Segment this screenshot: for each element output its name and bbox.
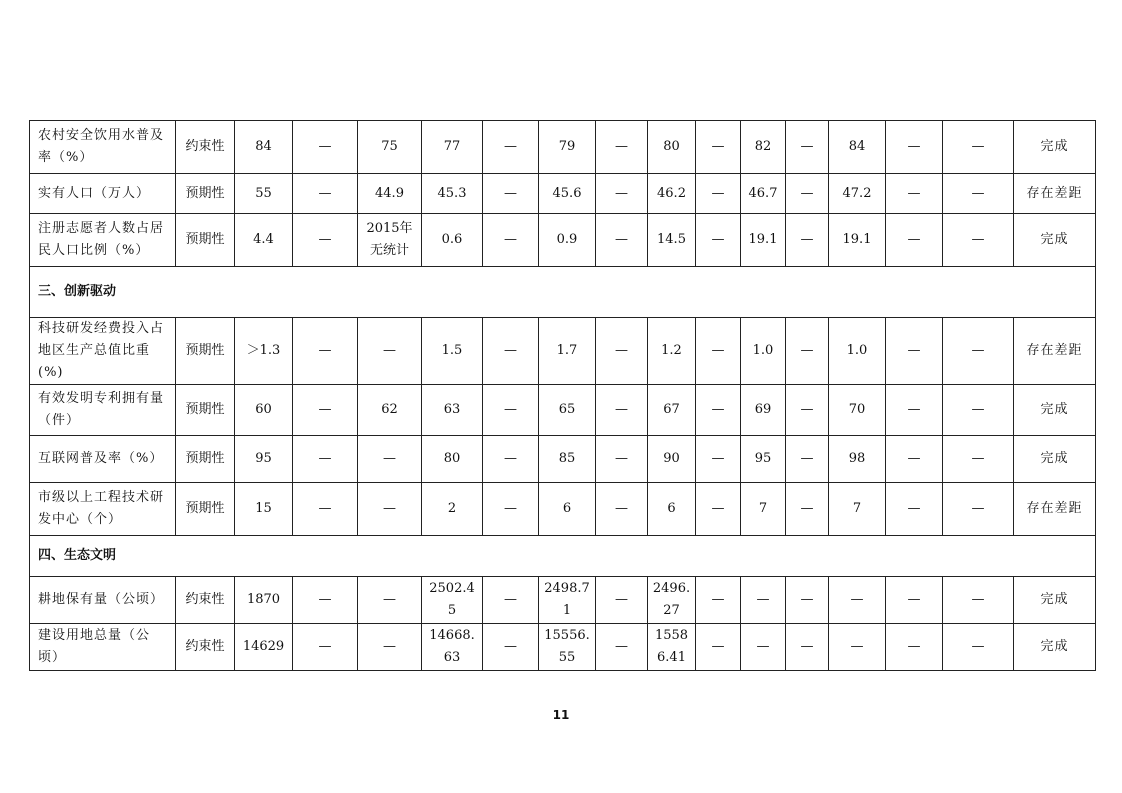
- value-cell: —: [786, 624, 829, 671]
- table-row: [30, 121, 1096, 174]
- value-cell: —: [483, 318, 539, 385]
- value-cell: —: [786, 385, 829, 436]
- value-cell: —: [696, 577, 741, 624]
- section-row: [30, 536, 1096, 577]
- value-cell: 6: [539, 483, 596, 536]
- status-cell: 存在差距: [1014, 174, 1096, 214]
- value-cell: —: [596, 577, 648, 624]
- value-cell: 55: [235, 174, 293, 214]
- value-cell: —: [886, 214, 943, 267]
- value-cell: —: [786, 483, 829, 536]
- value-cell: —: [696, 385, 741, 436]
- value-cell: —: [886, 483, 943, 536]
- value-cell: —: [786, 174, 829, 214]
- value-cell: —: [786, 577, 829, 624]
- value-cell: —: [696, 483, 741, 536]
- value-cell: 82: [741, 121, 786, 174]
- value-cell: —: [886, 436, 943, 483]
- value-cell: 6: [648, 483, 696, 536]
- value-cell: —: [741, 577, 786, 624]
- value-cell: —: [293, 624, 358, 671]
- indicator-name-cell: 科技研发经费投入占地区生产总值比重(%): [30, 318, 176, 385]
- value-cell: 67: [648, 385, 696, 436]
- table-row: [30, 483, 1096, 536]
- table-row: [30, 318, 1096, 385]
- value-cell: 0.6: [422, 214, 483, 267]
- value-cell: 15586.41: [648, 624, 696, 671]
- value-cell: —: [943, 214, 1014, 267]
- table-row: [30, 436, 1096, 483]
- status-cell: 完成: [1014, 436, 1096, 483]
- value-cell: 7: [829, 483, 886, 536]
- value-cell: —: [293, 318, 358, 385]
- table-row: [30, 385, 1096, 436]
- value-cell: —: [293, 385, 358, 436]
- value-cell: 14.5: [648, 214, 696, 267]
- value-cell: —: [943, 385, 1014, 436]
- indicator-type-cell: 预期性: [176, 385, 235, 436]
- value-cell: 1.0: [829, 318, 886, 385]
- value-cell: —: [293, 436, 358, 483]
- indicator-name-cell: 互联网普及率（%）: [30, 436, 176, 483]
- value-cell: —: [696, 436, 741, 483]
- value-cell: 2496.27: [648, 577, 696, 624]
- value-cell: 62: [358, 385, 422, 436]
- indicator-type-cell: 预期性: [176, 436, 235, 483]
- value-cell: —: [293, 121, 358, 174]
- value-cell: —: [829, 624, 886, 671]
- value-cell: —: [696, 174, 741, 214]
- value-cell: —: [483, 436, 539, 483]
- value-cell: —: [596, 318, 648, 385]
- value-cell: 15: [235, 483, 293, 536]
- indicator-type-cell: 预期性: [176, 318, 235, 385]
- value-cell: 69: [741, 385, 786, 436]
- value-cell: 75: [358, 121, 422, 174]
- value-cell: —: [358, 483, 422, 536]
- value-cell: —: [358, 436, 422, 483]
- indicator-name-cell: 实有人口（万人）: [30, 174, 176, 214]
- value-cell: —: [596, 436, 648, 483]
- value-cell: 90: [648, 436, 696, 483]
- table-row: [30, 214, 1096, 267]
- value-cell: 77: [422, 121, 483, 174]
- value-cell: 65: [539, 385, 596, 436]
- value-cell: 2015年无统计: [358, 214, 422, 267]
- value-cell: —: [943, 483, 1014, 536]
- value-cell: —: [596, 121, 648, 174]
- value-cell: 19.1: [829, 214, 886, 267]
- value-cell: —: [943, 318, 1014, 385]
- value-cell: 98: [829, 436, 886, 483]
- indicator-table-body: [30, 121, 1096, 671]
- value-cell: —: [886, 577, 943, 624]
- table-row: [30, 624, 1096, 671]
- value-cell: 80: [648, 121, 696, 174]
- value-cell: 15556.55: [539, 624, 596, 671]
- status-cell: 完成: [1014, 214, 1096, 267]
- indicator-name-cell: 耕地保有量（公顷）: [30, 577, 176, 624]
- value-cell: —: [483, 121, 539, 174]
- status-cell: 完成: [1014, 385, 1096, 436]
- value-cell: —: [358, 318, 422, 385]
- value-cell: 1.2: [648, 318, 696, 385]
- value-cell: 80: [422, 436, 483, 483]
- value-cell: 95: [741, 436, 786, 483]
- value-cell: —: [358, 577, 422, 624]
- value-cell: 46.2: [648, 174, 696, 214]
- value-cell: 14629: [235, 624, 293, 671]
- value-cell: 0.9: [539, 214, 596, 267]
- value-cell: —: [596, 624, 648, 671]
- value-cell: 2502.45: [422, 577, 483, 624]
- value-cell: 14668.63: [422, 624, 483, 671]
- value-cell: 45.6: [539, 174, 596, 214]
- indicator-type-cell: 约束性: [176, 577, 235, 624]
- value-cell: 2498.71: [539, 577, 596, 624]
- value-cell: 60: [235, 385, 293, 436]
- value-cell: —: [786, 214, 829, 267]
- status-cell: 存在差距: [1014, 318, 1096, 385]
- value-cell: —: [786, 436, 829, 483]
- value-cell: 1.5: [422, 318, 483, 385]
- value-cell: —: [696, 121, 741, 174]
- value-cell: —: [886, 318, 943, 385]
- value-cell: —: [943, 436, 1014, 483]
- value-cell: —: [596, 214, 648, 267]
- value-cell: —: [483, 174, 539, 214]
- table-row: [30, 174, 1096, 214]
- indicator-type-cell: 约束性: [176, 121, 235, 174]
- value-cell: 79: [539, 121, 596, 174]
- table-row: [30, 577, 1096, 624]
- value-cell: —: [483, 624, 539, 671]
- value-cell: —: [358, 624, 422, 671]
- value-cell: —: [829, 577, 886, 624]
- indicator-type-cell: 预期性: [176, 214, 235, 267]
- value-cell: —: [483, 483, 539, 536]
- value-cell: —: [483, 214, 539, 267]
- value-cell: 46.7: [741, 174, 786, 214]
- value-cell: 7: [741, 483, 786, 536]
- value-cell: —: [786, 121, 829, 174]
- indicator-name-cell: 市级以上工程技术研发中心（个）: [30, 483, 176, 536]
- value-cell: —: [786, 318, 829, 385]
- value-cell: ＞1.3: [235, 318, 293, 385]
- status-cell: 完成: [1014, 624, 1096, 671]
- value-cell: —: [483, 385, 539, 436]
- value-cell: —: [886, 121, 943, 174]
- indicator-type-cell: 预期性: [176, 483, 235, 536]
- value-cell: 84: [235, 121, 293, 174]
- value-cell: 84: [829, 121, 886, 174]
- value-cell: —: [943, 624, 1014, 671]
- value-cell: 70: [829, 385, 886, 436]
- value-cell: —: [293, 483, 358, 536]
- value-cell: 4.4: [235, 214, 293, 267]
- status-cell: 完成: [1014, 577, 1096, 624]
- section-row: [30, 267, 1096, 318]
- page-number: 11: [552, 708, 570, 722]
- indicator-type-cell: 预期性: [176, 174, 235, 214]
- value-cell: —: [596, 385, 648, 436]
- value-cell: —: [596, 483, 648, 536]
- value-cell: 95: [235, 436, 293, 483]
- value-cell: 63: [422, 385, 483, 436]
- indicator-type-cell: 约束性: [176, 624, 235, 671]
- value-cell: —: [293, 214, 358, 267]
- value-cell: —: [696, 214, 741, 267]
- value-cell: 45.3: [422, 174, 483, 214]
- indicator-name-cell: 有效发明专利拥有量（件）: [30, 385, 176, 436]
- value-cell: 19.1: [741, 214, 786, 267]
- value-cell: 1.0: [741, 318, 786, 385]
- indicator-table: [29, 120, 1096, 671]
- indicator-name-cell: 建设用地总量（公顷）: [30, 624, 176, 671]
- value-cell: —: [943, 577, 1014, 624]
- indicator-name-cell: 注册志愿者人数占居民人口比例（%）: [30, 214, 176, 267]
- value-cell: —: [886, 624, 943, 671]
- value-cell: —: [293, 174, 358, 214]
- value-cell: —: [943, 121, 1014, 174]
- value-cell: 47.2: [829, 174, 886, 214]
- value-cell: 44.9: [358, 174, 422, 214]
- status-cell: 存在差距: [1014, 483, 1096, 536]
- indicator-name-cell: 农村安全饮用水普及率（%）: [30, 121, 176, 174]
- value-cell: 2: [422, 483, 483, 536]
- status-cell: 完成: [1014, 121, 1096, 174]
- value-cell: —: [886, 385, 943, 436]
- value-cell: —: [696, 318, 741, 385]
- value-cell: —: [886, 174, 943, 214]
- value-cell: 1870: [235, 577, 293, 624]
- value-cell: —: [293, 577, 358, 624]
- value-cell: 1.7: [539, 318, 596, 385]
- section-heading: 四、生态文明: [30, 536, 1096, 577]
- value-cell: —: [596, 174, 648, 214]
- value-cell: —: [696, 624, 741, 671]
- value-cell: —: [943, 174, 1014, 214]
- value-cell: —: [741, 624, 786, 671]
- section-heading: 三、创新驱动: [30, 267, 1096, 318]
- value-cell: 85: [539, 436, 596, 483]
- value-cell: —: [483, 577, 539, 624]
